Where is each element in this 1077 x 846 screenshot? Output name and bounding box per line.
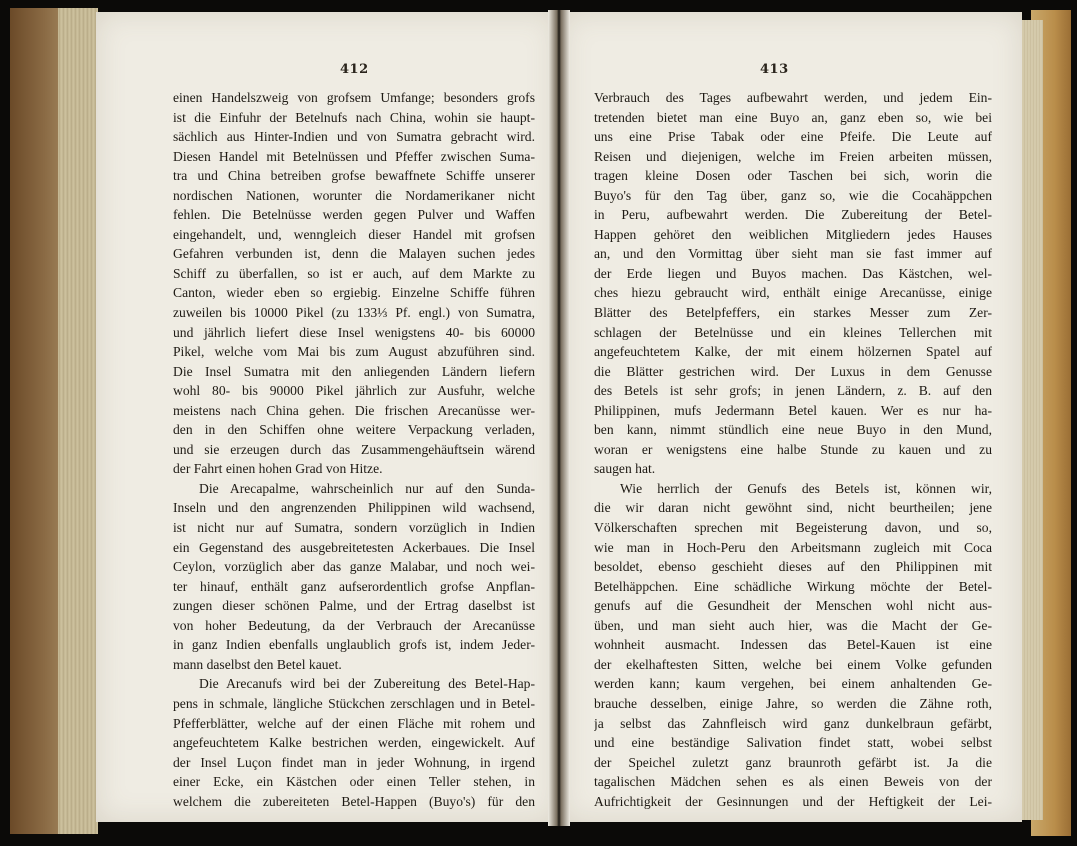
left-page-text [173,88,535,811]
text-line: Pikel, welche vom Mai bis zum August abzuführen sind. [173,344,535,360]
text-line: besoldet, ebenso geschieht dieses auf den Philippinen mit [594,559,992,575]
text-line: Diesen Handel mit Betelnüssen und Pfeffer zwischen Suma- [173,148,535,164]
text-line: und jährlich liefert diese Insel wenigstens 40- bis 60000 [173,324,535,340]
text-line: in Peru, aufbewahrt werden. Die Zubereitung der Betel- [594,207,992,223]
text-line: mann daselbst den Betel kauet. [173,656,342,672]
text-line: ter hinauf, enthält ganz aufserordentlich grofse Anpflan- [173,578,535,594]
text-line: den in den Schiffen ohne weitere Verpackung verladen, [173,422,535,438]
text-line: woran er wenigstens eine halbe Stunde zu kauen und zu [594,441,992,457]
text-line: wie man in Hoch-Peru den Arbeitsmann zugleich mit Coca [594,539,992,555]
text-line: Gefahren verbunden ist, denn die Malayen suchen jedes [173,246,535,262]
text-line: werden kann; kaum vergehen, bei einem anhaltenden Ge- [594,676,992,692]
text-line: an, und den Vormittag über sieht man sie fast immer auf [594,246,992,262]
text-line: pens in schmale, längliche Stückchen zerschlagen und in Betel- [173,695,535,711]
text-line: ches hiezu gebraucht wird, enthält einige Arecanüsse, einige [594,285,992,301]
text-line: angefeuchtetem Kalke, der mit einem hölzernen Spatel auf [594,344,992,360]
text-line: zungen dieser schönen Palme, und der Ertrag daselbst ist [173,598,535,614]
text-line: Betelhäppchen. Eine schädliche Wirkung möchte der Betel- [594,578,992,594]
text-line: Buyo's für den Tag über, ganz so, wie die Cocahäppchen [594,187,992,203]
text-line: Schiff zu überfallen, so ist er auch, auf dem Markte zu [173,265,535,281]
right-page-text [594,88,992,811]
text-line: ben kann, nimmt stündlich eine neue Buyo in den Mund, [594,422,992,438]
left-page [96,12,556,822]
text-line: fehlen. Die Betelnüsse werden gegen Pulver und Waffen [173,207,535,223]
book-gutter [548,10,570,826]
text-line: des Betels ist sehr grofs; in jenen Ländern, z. B. auf den [594,383,992,399]
text-line: Die Insel Sumatra mit den anliegenden Ländern liefern [173,363,535,379]
text-line: brauche desselben, einige Jahre, so werden die Zähne roth, [594,695,992,711]
text-line: ist nicht nur auf Sumatra, sondern vorzüglich in Indien [173,520,535,536]
text-line: von hoher Bedeutung, da der Verbrauch der Arecanüsse [173,617,535,633]
text-line: ja selbst das Zahnfleisch wird ganz dunkelbraun gefärbt, [594,715,992,731]
text-line: angefeuchtetem Kalke bestrichen werden, eingewickelt. Auf [173,735,535,751]
text-line: der Insel Luçon findet man in jeder Wohnung, in irgend [173,754,535,770]
text-line: Ceylon, vorzüglich aber das ganze Malabar, und noch wei- [173,559,535,575]
text-line: tretenden bietet man eine Buyo an, ganz eben so, wie bei [594,109,992,125]
text-line: zuweilen bis 10000 Pikel (zu 133⅓ Pf. engl.) von Sumatra, [173,305,535,321]
text-line: sächlich aus Hinter-Indien und von Sumatra gebracht wird. [173,129,535,145]
text-line: wohnheit ausmacht. Indessen das Betel-Kauen ist eine [594,637,992,653]
left-page-edges [58,8,98,834]
text-line: genufs auf die Gesundheit der Menschen wohl nicht aus- [594,598,992,614]
text-line: eingehandelt, und, wenngleich dieser Handel mit grofsen [173,226,535,242]
text-line: Völkerschaften sprechen mit Begeisterung davon, und so, [594,520,992,536]
text-line: einer Ecke, ein Kästchen oder einen Teller stehen, in [173,774,535,790]
text-line: Wie herrlich der Genufs des Betels ist, können wir, [620,480,992,496]
text-line: nordischen Nationen, worunter die Nordamerikaner nicht [173,187,535,203]
text-line: schlagen der Betelnüsse und ein kleines Tellerchen mit [594,324,992,340]
text-line: Inseln und den angrenzenden Philippinen wild wachsend, [173,500,535,516]
text-line: wohl 80- bis 90000 Pikel jährlich zur Ausfuhr, welche [173,383,535,399]
text-line: die Blätter gestrichen wird. Der Luxus in dem Genusse [594,363,992,379]
text-line: Reisen und diejenigen, welche im Freien arbeiten müssen, [594,148,992,164]
text-line: Die Arecanufs wird bei der Zubereitung des Betel-Hap- [199,676,535,692]
text-line: in ganz Indien ebenfalls unglaublich grofs ist, indem Jeder- [173,637,535,653]
text-line: Happen gehöret den weiblichen Mitgliedern jedes Hauses [594,226,992,242]
page-number-left: 412 [340,62,369,77]
text-line: Canton, wieder eben so ergiebig. Einzelne Schiffe führen [173,285,535,301]
text-line: Verbrauch des Tages aufbewahrt werden, und jedem Ein- [594,90,992,105]
text-line: tra und China betreiben grofse bewaffnete Schiffe unserer [173,168,535,184]
text-line: Die Arecapalme, wahrscheinlich nur auf den Sunda- [199,480,535,496]
text-line: die wir daran nicht gewöhnt sind, nicht beurtheilen; jene [594,500,992,516]
text-line: welchem die zubereiteten Betel-Happen (Buyo's) für den [173,793,535,809]
text-line: Aufrichtigkeit der Gesinnungen und der Heftigkeit der Lei- [594,793,992,809]
text-line: Blätter des Betelpfeffers, ein starkes Messer zum Zer- [594,305,992,321]
text-line: der Fahrt einen hohen Grad von Hitze. [173,461,383,477]
text-line: einen Handelszweig von grofsem Umfange; besonders grofs [173,90,535,105]
right-page [562,12,1022,822]
text-line: und sie erzeugen durch das Zusammengehäuftsein wärend [173,441,535,457]
text-line: der ekelhaftesten Sitten, welche bei einem Volke gefunden [594,656,992,672]
text-line: und eine beständige Salivation findet statt, wobei selbst [594,735,992,751]
text-line: meistens nach China gehen. Die frischen Arecanüsse wer- [173,402,535,418]
text-line: der Speichel zuletzt ganz braunroth gefärbt ist. Ja die [594,754,992,770]
text-line: tragen kleine Dosen oder Taschen bei sich, worin die [594,168,992,184]
text-line: tagalischen Mädchen sehen es als einen Beweis von der [594,774,992,790]
page-number-right: 413 [760,62,789,77]
text-line: ist die Einfuhr der Betelnufs nach China, wohin sie haupt- [173,109,535,125]
text-line: üben, und man sieht auch hier, was die Macht der Ge- [594,617,992,633]
text-line: der Erde liegen und Buyos machen. Das Kästchen, wel- [594,265,992,281]
text-line: ein Gegenstand des ausgebreitetesten Ackerbaues. Die Insel [173,539,535,555]
text-line: uns eine Prise Tabak oder eine Pfeife. Die Leute auf [594,129,992,145]
text-line: Pfefferblätter, welche auf der einen Fläche mit rohem und [173,715,535,731]
text-line: Philippinen, mufs Jedermann Betel kauen. Wer es nur ha- [594,402,992,418]
text-line: saugen hat. [594,461,656,477]
